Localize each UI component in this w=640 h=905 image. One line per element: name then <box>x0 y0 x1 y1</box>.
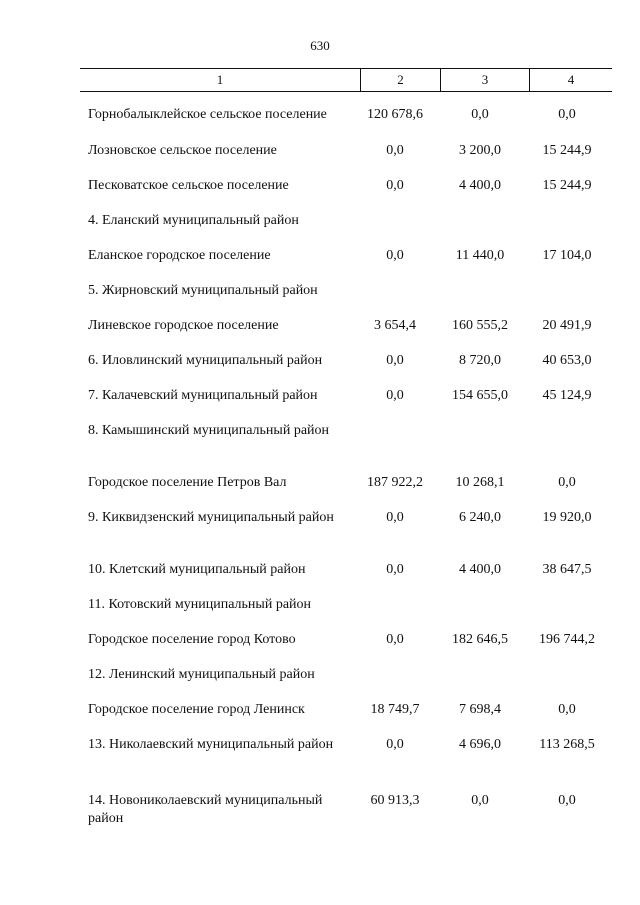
row-name: Горнобалыклейское сельское поселение <box>88 107 327 122</box>
table-header-block <box>80 68 612 92</box>
header-col-1: 1 <box>216 72 224 87</box>
row-col-2: 0,0 <box>386 143 404 158</box>
row-col-4: 0,0 <box>558 107 576 122</box>
row-col-3: 8 720,0 <box>459 353 501 368</box>
row-col-4: 0,0 <box>558 702 576 717</box>
row-col-3: 4 400,0 <box>459 178 501 193</box>
row-col-3: 11 440,0 <box>455 248 505 263</box>
row-col-3: 154 655,0 <box>452 388 508 403</box>
row-col-2: 0,0 <box>386 562 404 577</box>
row-col-4: 19 920,0 <box>542 510 592 525</box>
row-col-4: 45 124,9 <box>542 388 592 403</box>
row-name: Городское поселение город Котово <box>88 632 296 647</box>
row-name: 14. Новониколаевский муниципальный район <box>88 793 323 826</box>
row-col-2: 120 678,6 <box>367 107 423 122</box>
row-col-2: 60 913,3 <box>370 793 420 808</box>
row-col-2: 18 749,7 <box>370 702 420 717</box>
row-col-2: 0,0 <box>386 353 404 368</box>
row-col-4: 0,0 <box>558 475 576 490</box>
row-col-2: 0,0 <box>386 178 404 193</box>
row-name: Еланское городское поселение <box>88 248 271 263</box>
row-name: 4. Еланский муниципальный район <box>88 213 299 228</box>
row-name: Городское поселение Петров Вал <box>88 475 287 490</box>
row-col-2: 187 922,2 <box>367 475 423 490</box>
row-col-4: 38 647,5 <box>542 562 592 577</box>
row-col-4: 196 744,2 <box>539 632 595 647</box>
row-name: 13. Николаевский муниципальный район <box>88 737 334 752</box>
row-name: Лозновское сельское поселение <box>88 143 277 158</box>
row-col-2: 0,0 <box>386 248 404 263</box>
row-col-2: 0,0 <box>386 737 404 752</box>
row-col-2: 0,0 <box>386 388 404 403</box>
row-name: 10. Клетский муниципальный район <box>88 562 306 577</box>
row-col-2: 3 654,4 <box>374 318 416 333</box>
row-name: Линевское городское поселение <box>88 318 279 333</box>
row-col-3: 10 268,1 <box>455 475 505 490</box>
row-col-3: 7 698,4 <box>459 702 501 717</box>
row-col-3: 6 240,0 <box>459 510 501 525</box>
row-col-4: 15 244,9 <box>542 178 592 193</box>
row-col-3: 182 646,5 <box>452 632 508 647</box>
row-name: 8. Камышинский муниципальный район <box>88 423 330 438</box>
row-name: 6. Иловлинский муниципальный район <box>88 353 323 368</box>
row-name: Песковатское сельское поселение <box>88 178 289 193</box>
page-number: 630 <box>310 38 330 53</box>
row-name: 7. Калачевский муниципальный район <box>88 388 318 403</box>
row-col-4: 0,0 <box>558 793 576 808</box>
row-col-4: 40 653,0 <box>542 353 592 368</box>
row-col-4: 113 268,5 <box>539 737 595 752</box>
row-col-3: 160 555,2 <box>452 318 508 333</box>
row-col-3: 0,0 <box>471 107 489 122</box>
row-col-3: 4 696,0 <box>459 737 501 752</box>
row-name: Городское поселение город Ленинск <box>88 702 305 717</box>
header-col-4: 4 <box>567 72 575 87</box>
row-col-3: 4 400,0 <box>459 562 501 577</box>
row-col-3: 3 200,0 <box>459 143 501 158</box>
row-col-4: 20 491,9 <box>542 318 592 333</box>
header-col-3: 3 <box>481 72 489 87</box>
row-name: 11. Котовский муниципальный район <box>88 597 312 612</box>
row-col-4: 17 104,0 <box>542 248 592 263</box>
row-col-3: 0,0 <box>471 793 489 808</box>
row-col-2: 0,0 <box>386 632 404 647</box>
row-name: 12. Ленинский муниципальный район <box>88 667 315 682</box>
header-col-2: 2 <box>397 72 404 87</box>
row-col-2: 0,0 <box>386 510 404 525</box>
row-name: 5. Жирновский муниципальный район <box>88 283 318 298</box>
row-col-4: 15 244,9 <box>542 143 592 158</box>
table-header <box>80 68 612 92</box>
row-name: 9. Киквидзенский муниципальный район <box>88 510 334 525</box>
